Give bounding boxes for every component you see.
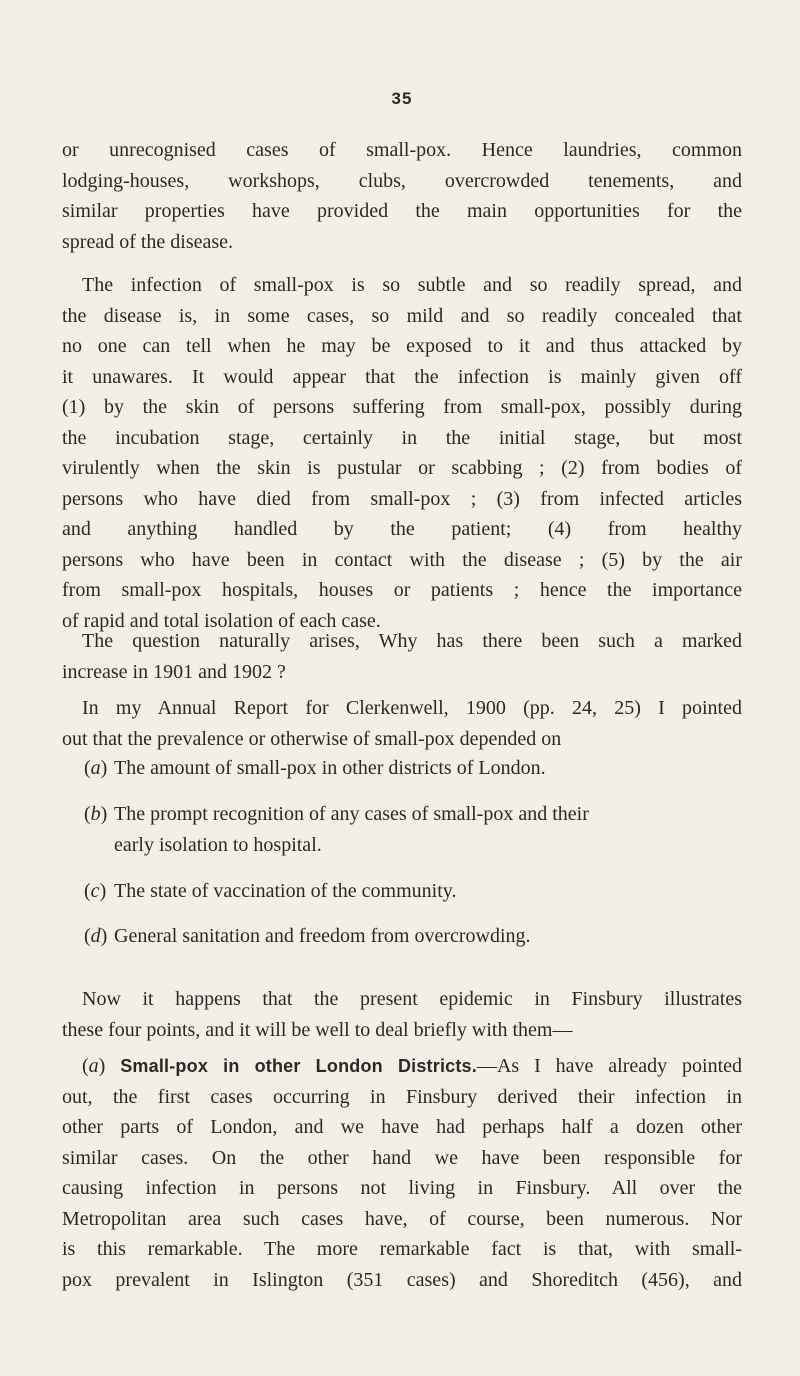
list-item <box>84 753 742 784</box>
page-number: 35 <box>391 89 413 108</box>
list-marker: (b) <box>84 803 108 825</box>
text-line: lodging-houses, workshops, clubs, overcrowded tenements, and <box>62 169 742 192</box>
list-marker: (a) <box>84 757 108 779</box>
text-run: —As I have already pointed <box>476 1055 742 1077</box>
list-marker: (d) <box>84 925 108 947</box>
text-line: spread of the disease. <box>62 230 234 253</box>
text-line: similar cases. On the other hand we have been responsible for <box>62 1146 742 1169</box>
text-line: no one can tell when he may be exposed to it and thus attacked by <box>62 335 742 357</box>
text-line: these four points, and it will be well to deal briefly with them— <box>62 1018 573 1041</box>
text-line: (1) by the skin of persons suffering from small-pox, possibly during <box>62 396 742 418</box>
text-line: from small-pox hospitals, houses or patients ; hence the importance <box>62 579 742 601</box>
text-line: causing infection in persons not living in Finsbury. All over the <box>62 1177 742 1199</box>
text-line: the disease is, in some cases, so mild and so readily concealed that <box>62 304 742 327</box>
list-text: General sanitation and freedom from overcrowding. <box>114 925 531 947</box>
list-text: The prompt recognition of any cases of small-pox and their <box>114 803 589 825</box>
paragraph-continuation <box>62 135 742 257</box>
text-line: similar properties have provided the main opportunities for the <box>62 200 742 222</box>
list-item <box>84 876 742 907</box>
text-line: The question naturally arises, Why has there been such a marked <box>82 630 742 652</box>
text-line: and anything handled by the patient; (4) from healthy <box>62 518 742 540</box>
list-marker: (c) <box>84 880 107 902</box>
paragraph-four-points <box>62 984 742 1045</box>
text-line: is this remarkable. The more remarkable fact is that, with small- <box>62 1238 742 1260</box>
text-line: or unrecognised cases of small-pox. Hence laundries, common <box>62 139 742 161</box>
text-line: out, the first cases occurring in Finsbury derived their infection in <box>62 1085 742 1108</box>
text-line: the incubation stage, certainly in the initial stage, but most <box>62 426 742 449</box>
list-text: The amount of small-pox in other districts of London. <box>114 757 546 779</box>
text-line: of rapid and total isolation of each case. <box>62 609 381 632</box>
paragraph-infection <box>62 270 742 636</box>
text-line: virulently when the skin is pustular or scabbing ; (2) from bodies of <box>62 457 742 479</box>
text-line: persons who have died from small-pox ; (3) from infected articles <box>62 487 742 510</box>
text-line: Metropolitan area such cases have, of course, been numerous. Nor <box>62 1207 742 1230</box>
text-line: The infection of small-pox is so subtle and so readily spread, and <box>82 274 742 296</box>
text-line: persons who have been in contact with the disease ; (5) by the air <box>62 548 742 571</box>
text-line: increase in 1901 and 1902 ? <box>62 660 286 683</box>
text-line: In my Annual Report for Clerkenwell, 1900 (pp. 24, 25) I pointed <box>82 697 742 719</box>
text-line: out that the prevalence or otherwise of small-pox depended on <box>62 727 562 750</box>
list-item <box>84 921 742 952</box>
section-heading: Small-pox in other London Districts. <box>120 1056 477 1076</box>
text-line: Now it happens that the present epidemic in Finsbury illustrates <box>82 988 742 1010</box>
paragraph-annual-report <box>62 693 742 754</box>
list-item <box>84 799 742 860</box>
text-line: (a) Small-pox in other London Districts.—As I have already pointed <box>82 1055 742 1077</box>
paragraph-other-districts <box>62 1051 742 1295</box>
text-line: pox prevalent in Islington (351 cases) and Shoreditch (456), and <box>62 1268 742 1291</box>
paragraph-question <box>62 626 742 687</box>
text-line: it unawares. It would appear that the infection is mainly given off <box>62 365 742 388</box>
text-line: other parts of London, and we have had perhaps half a dozen other <box>62 1116 742 1138</box>
list-text-continuation: early isolation to hospital. <box>114 833 322 856</box>
section-marker: a <box>88 1055 99 1077</box>
list-text: The state of vaccination of the community. <box>114 880 457 902</box>
